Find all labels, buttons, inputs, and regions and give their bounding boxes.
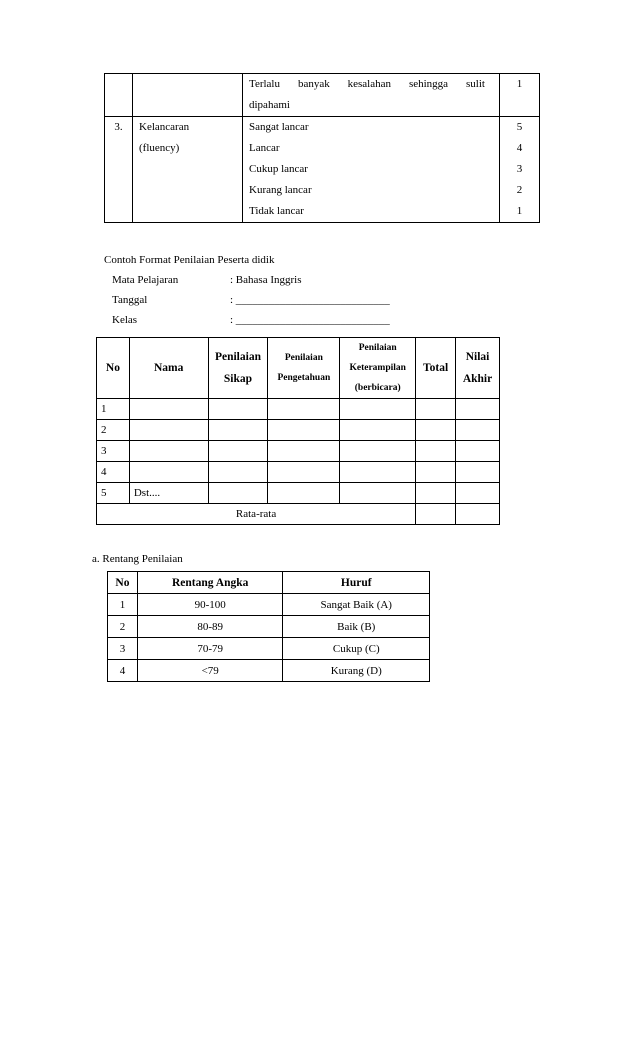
table-row	[97, 462, 500, 483]
table-row	[97, 483, 500, 504]
range-title: a. Rentang Penilaian	[92, 553, 183, 565]
row-cell	[416, 504, 456, 525]
row-no: 5	[97, 483, 130, 504]
header-nama: Nama	[129, 338, 208, 399]
criteria-descriptor: Sangat lancar Lancar Cukup lancar Kurang lancar Tidak lancar	[243, 117, 500, 223]
format-field	[104, 270, 524, 290]
row-cell	[208, 483, 268, 504]
footer-average-label: Rata-rata	[97, 504, 416, 525]
row-cell	[268, 399, 340, 420]
format-field	[104, 310, 524, 330]
header-no: No	[97, 338, 130, 399]
row-no: 3	[97, 441, 130, 462]
table-row	[105, 117, 540, 223]
criteria-aspect	[133, 74, 243, 117]
format-field	[104, 290, 524, 310]
descriptor-line: dipahami	[249, 99, 290, 111]
table-row	[97, 441, 500, 462]
row-nama	[129, 462, 208, 483]
field-label: Mata Pelajaran	[112, 274, 179, 286]
criteria-aspect: Kelancaran (fluency)	[133, 117, 243, 223]
criteria-no: 3.	[105, 117, 133, 223]
row-cell	[416, 420, 456, 441]
header-sikap: Penilaian Sikap	[208, 338, 268, 399]
descriptor-line: Terlalu banyak kesalahan sehingga sulit	[249, 78, 485, 90]
header-keterampilan: Penilaian Keterampilan (berbicara)	[340, 338, 416, 399]
header-pengetahuan: Penilaian Pengetahuan	[268, 338, 340, 399]
row-cell	[416, 462, 456, 483]
header-huruf: Huruf	[283, 572, 430, 594]
field-value: : ____________________________	[230, 314, 390, 326]
row-nama	[129, 399, 208, 420]
range-table	[107, 571, 430, 682]
table-footer-row	[97, 504, 500, 525]
row-cell	[456, 399, 500, 420]
row-cell	[340, 483, 416, 504]
format-title: Contoh Format Penilaian Peserta didik	[104, 254, 275, 266]
row-cell	[456, 462, 500, 483]
range-angka: 80-89	[137, 616, 283, 638]
table-row	[108, 616, 430, 638]
criteria-table	[104, 73, 540, 223]
range-angka: 90-100	[137, 594, 283, 616]
assessment-table	[96, 337, 500, 525]
range-huruf: Sangat Baik (A)	[283, 594, 430, 616]
row-cell	[456, 441, 500, 462]
row-cell	[416, 441, 456, 462]
row-cell	[208, 462, 268, 483]
criteria-descriptor	[243, 74, 500, 117]
header-nilai-akhir: Nilai Akhir	[456, 338, 500, 399]
table-header-row	[108, 572, 430, 594]
field-value: : Bahasa Inggris	[230, 274, 302, 286]
row-cell	[416, 483, 456, 504]
criteria-score: 1	[500, 74, 540, 117]
table-row	[97, 420, 500, 441]
range-huruf: Baik (B)	[283, 616, 430, 638]
row-no: 1	[97, 399, 130, 420]
row-cell	[208, 420, 268, 441]
field-value: : ____________________________	[230, 294, 390, 306]
field-label: Kelas	[112, 314, 138, 326]
row-no: 4	[97, 462, 130, 483]
range-huruf: Kurang (D)	[283, 660, 430, 682]
row-cell	[268, 483, 340, 504]
row-nama: Dst....	[129, 483, 208, 504]
row-cell	[416, 399, 456, 420]
table-row	[108, 594, 430, 616]
format-header	[104, 250, 524, 330]
row-cell	[268, 420, 340, 441]
row-cell	[340, 420, 416, 441]
criteria-no	[105, 74, 133, 117]
table-row	[97, 399, 500, 420]
row-cell	[340, 399, 416, 420]
range-angka: 70-79	[137, 638, 283, 660]
header-rentang-angka: Rentang Angka	[137, 572, 283, 594]
row-cell	[456, 504, 500, 525]
row-cell	[340, 462, 416, 483]
range-no: 3	[108, 638, 138, 660]
table-row	[108, 638, 430, 660]
range-no: 2	[108, 616, 138, 638]
row-cell	[268, 441, 340, 462]
range-no: 4	[108, 660, 138, 682]
range-no: 1	[108, 594, 138, 616]
field-label: Tanggal	[112, 294, 148, 306]
row-nama	[129, 420, 208, 441]
criteria-score: 5 4 3 2 1	[500, 117, 540, 223]
table-header-row	[97, 338, 500, 399]
table-row	[108, 660, 430, 682]
row-cell	[208, 441, 268, 462]
row-cell	[340, 441, 416, 462]
row-cell	[456, 483, 500, 504]
table-row	[105, 74, 540, 117]
header-total: Total	[416, 338, 456, 399]
header-no: No	[108, 572, 138, 594]
row-nama	[129, 441, 208, 462]
range-angka: <79	[137, 660, 283, 682]
range-huruf: Cukup (C)	[283, 638, 430, 660]
row-no: 2	[97, 420, 130, 441]
row-cell	[208, 399, 268, 420]
row-cell	[268, 462, 340, 483]
row-cell	[456, 420, 500, 441]
